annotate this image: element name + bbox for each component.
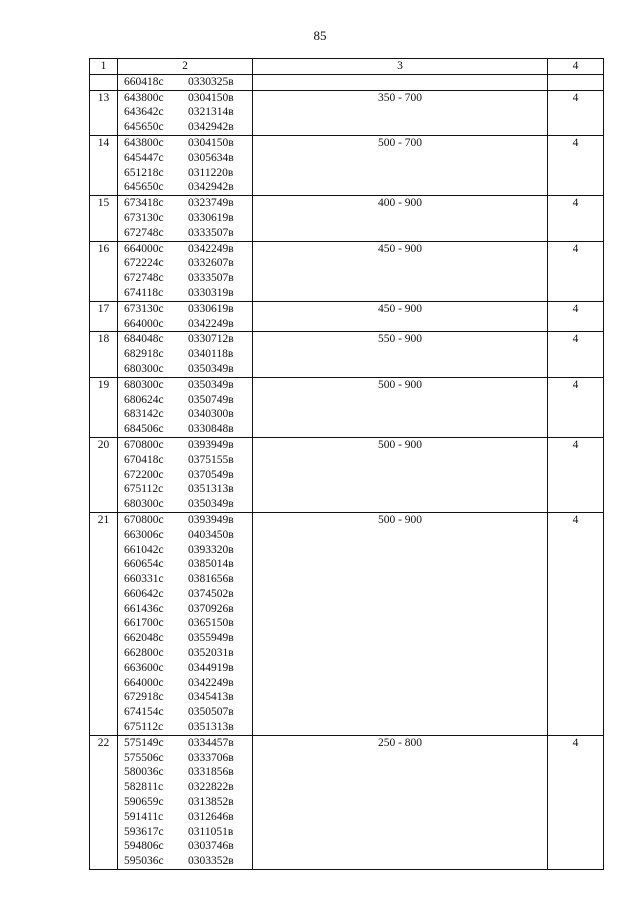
- latitude-code: 575506с: [124, 751, 164, 764]
- longitude-code: 0305634в: [188, 151, 234, 164]
- longitude-code: 0303352в: [188, 855, 234, 868]
- longitude-code: 0304150в: [188, 136, 234, 149]
- coordinate-list: [118, 301, 253, 332]
- coordinate-list: [118, 735, 253, 869]
- longitude-code: 0334457в: [188, 736, 234, 749]
- latitude-code: 595036с: [124, 855, 164, 868]
- latitude-code: 660654с: [124, 558, 164, 571]
- coordinate-list: [118, 135, 253, 195]
- longitude-code: 0313852в: [188, 796, 234, 809]
- latitude-code: 670418с: [124, 453, 164, 466]
- coordinate-pair: [118, 242, 252, 257]
- coordinate-list: [118, 241, 253, 301]
- latitude-code: 670800с: [124, 513, 164, 526]
- coordinate-pair: [118, 196, 252, 211]
- longitude-code: 0365150в: [188, 617, 234, 630]
- latitude-code: 674118с: [124, 286, 164, 299]
- coordinate-pair: [118, 211, 252, 226]
- longitude-code: 0331856в: [188, 766, 234, 779]
- longitude-code: 0393320в: [188, 543, 234, 556]
- longitude-code: 0350349в: [188, 362, 234, 375]
- latitude-code: 673418с: [124, 197, 164, 210]
- longitude-code: 0333706в: [188, 751, 234, 764]
- range-value: 350 - 700: [253, 90, 548, 135]
- coordinate-pair: [118, 690, 252, 705]
- coordinate-list: [118, 90, 253, 135]
- coordinate-pair: [118, 75, 252, 90]
- col4-value: 4: [548, 241, 604, 301]
- table-row: [90, 135, 604, 195]
- latitude-code: 575149с: [124, 736, 164, 749]
- range-value: 450 - 900: [253, 301, 548, 332]
- latitude-code: 593617с: [124, 825, 164, 838]
- range-value: 250 - 800: [253, 735, 548, 869]
- coordinate-pair: [118, 795, 252, 810]
- table-row: [90, 301, 604, 332]
- latitude-code: 683142с: [124, 408, 164, 421]
- row-number: 16: [90, 241, 118, 301]
- longitude-code: 0311220в: [188, 166, 234, 179]
- latitude-code: 663600с: [124, 661, 164, 674]
- table-row: [90, 512, 604, 735]
- latitude-code: 660418с: [124, 75, 164, 88]
- range-value: 500 - 900: [253, 512, 548, 735]
- latitude-code: 672748с: [124, 272, 164, 285]
- coordinate-pair: [118, 422, 252, 437]
- coordinate-pair: [118, 151, 252, 166]
- coordinate-pair: [118, 825, 252, 840]
- longitude-code: 0393949в: [188, 513, 234, 526]
- latitude-code: 645650с: [124, 181, 164, 194]
- coordinate-pair: [118, 854, 252, 869]
- latitude-code: 673130с: [124, 211, 164, 224]
- latitude-code: 645650с: [124, 121, 164, 134]
- coordinate-pair: [118, 271, 252, 286]
- coordinate-list: [118, 437, 253, 512]
- latitude-code: 672200с: [124, 468, 164, 481]
- row-number: 14: [90, 135, 118, 195]
- longitude-code: 0333507в: [188, 272, 234, 285]
- latitude-code: 684048с: [124, 333, 164, 346]
- row-number: 15: [90, 196, 118, 241]
- col4-value: 4: [548, 301, 604, 332]
- coordinate-pair: [118, 302, 252, 317]
- coordinate-pair: [118, 751, 252, 766]
- coordinate-pair: [118, 705, 252, 720]
- longitude-code: 0330848в: [188, 423, 234, 436]
- coordinate-pair: [118, 407, 252, 422]
- latitude-code: 643800с: [124, 136, 164, 149]
- longitude-code: 0311051в: [188, 825, 234, 838]
- row-number: 20: [90, 437, 118, 512]
- coordinate-pair: [118, 557, 252, 572]
- latitude-code: 675112с: [124, 483, 164, 496]
- latitude-code: 662800с: [124, 647, 164, 660]
- latitude-code: 664000с: [124, 676, 164, 689]
- coordinate-pair: [118, 120, 252, 135]
- coordinate-pair: [118, 572, 252, 587]
- coordinate-pair: [118, 528, 252, 543]
- table-row: [90, 437, 604, 512]
- longitude-code: 0330319в: [188, 286, 234, 299]
- table-row: [90, 332, 604, 377]
- latitude-code: 670800с: [124, 438, 164, 451]
- longitude-code: 0351313в: [188, 483, 234, 496]
- coordinate-pair: [118, 646, 252, 661]
- coordinate-list: [118, 332, 253, 377]
- coordinate-pair: [118, 810, 252, 825]
- header-col-3: 3: [253, 59, 548, 75]
- latitude-code: 660331с: [124, 573, 164, 586]
- longitude-code: 0350507в: [188, 706, 234, 719]
- coordinate-pair: [118, 180, 252, 195]
- latitude-code: 672918с: [124, 691, 164, 704]
- latitude-code: 672224с: [124, 257, 164, 270]
- header-col-2: 2: [118, 59, 253, 75]
- range-value: 550 - 900: [253, 332, 548, 377]
- coordinate-pair: [118, 720, 252, 735]
- col4-value: 4: [548, 135, 604, 195]
- coordinate-pair: [118, 661, 252, 676]
- coordinate-list: [118, 512, 253, 735]
- longitude-code: 0342249в: [188, 676, 234, 689]
- col4-value: 4: [548, 512, 604, 735]
- coordinate-pair: [118, 780, 252, 795]
- coordinate-pair: [118, 839, 252, 854]
- col4-value: 4: [548, 90, 604, 135]
- latitude-code: 662048с: [124, 632, 164, 645]
- coordinate-pair: [118, 286, 252, 301]
- longitude-code: 0323749в: [188, 197, 234, 210]
- longitude-code: 0350749в: [188, 393, 234, 406]
- longitude-code: 0330325в: [188, 75, 234, 88]
- coordinate-pair: [118, 543, 252, 558]
- latitude-code: 643800с: [124, 91, 164, 104]
- latitude-code: 663006с: [124, 528, 164, 541]
- longitude-code: 0304150в: [188, 91, 234, 104]
- latitude-code: 651218с: [124, 166, 164, 179]
- col4-value: 4: [548, 377, 604, 437]
- latitude-code: 675112с: [124, 721, 164, 734]
- longitude-code: 0312646в: [188, 810, 234, 823]
- latitude-code: 661700с: [124, 617, 164, 630]
- coordinate-pair: [118, 482, 252, 497]
- row-number: 21: [90, 512, 118, 735]
- latitude-code: 580036с: [124, 766, 164, 779]
- table-row: [90, 377, 604, 437]
- latitude-code: 591411с: [124, 810, 164, 823]
- longitude-code: 0322822в: [188, 781, 234, 794]
- longitude-code: 0345413в: [188, 691, 234, 704]
- longitude-code: 0385014в: [188, 558, 234, 571]
- longitude-code: 0342249в: [188, 242, 234, 255]
- longitude-code: 0340300в: [188, 408, 234, 421]
- row-number: 19: [90, 377, 118, 437]
- coordinate-list: [118, 377, 253, 437]
- longitude-code: 0374502в: [188, 587, 234, 600]
- latitude-code: 590659с: [124, 796, 164, 809]
- coordinate-pair: [118, 631, 252, 646]
- latitude-code: 684506с: [124, 423, 164, 436]
- longitude-code: 0370549в: [188, 468, 234, 481]
- col4-value: 4: [548, 196, 604, 241]
- latitude-code: 682918с: [124, 348, 164, 361]
- latitude-code: 674154с: [124, 706, 164, 719]
- longitude-code: 0350349в: [188, 498, 234, 511]
- longitude-code: 0370926в: [188, 602, 234, 615]
- latitude-code: 680624с: [124, 393, 164, 406]
- range-value: 500 - 900: [253, 437, 548, 512]
- coordinate-pair: [118, 105, 252, 120]
- table-row: [90, 90, 604, 135]
- header-col-4: 4: [548, 59, 604, 75]
- range-value: 450 - 900: [253, 241, 548, 301]
- row-number: [90, 74, 118, 90]
- latitude-code: 673130с: [124, 302, 164, 315]
- coordinate-pair: [118, 676, 252, 691]
- col4-value: [548, 74, 604, 90]
- longitude-code: 0355949в: [188, 632, 234, 645]
- coordinates-table: [89, 58, 604, 870]
- longitude-code: 0332607в: [188, 257, 234, 270]
- longitude-code: 0321314в: [188, 106, 234, 119]
- coordinate-pair: [118, 347, 252, 362]
- range-value: 400 - 900: [253, 196, 548, 241]
- coordinate-pair: [118, 378, 252, 393]
- longitude-code: 0342249в: [188, 317, 234, 330]
- coordinate-pair: [118, 362, 252, 377]
- coordinate-pair: [118, 587, 252, 602]
- longitude-code: 0330619в: [188, 302, 234, 315]
- row-number: 17: [90, 301, 118, 332]
- latitude-code: 680300с: [124, 498, 164, 511]
- coordinate-pair: [118, 91, 252, 106]
- latitude-code: 594806с: [124, 840, 164, 853]
- table-row: [90, 196, 604, 241]
- longitude-code: 0393949в: [188, 438, 234, 451]
- longitude-code: 0344919в: [188, 661, 234, 674]
- table-row: [90, 74, 604, 90]
- range-value: 500 - 700: [253, 135, 548, 195]
- coordinate-pair: [118, 393, 252, 408]
- coordinate-pair: [118, 438, 252, 453]
- page-number: 85: [313, 28, 327, 43]
- latitude-code: 680300с: [124, 362, 164, 375]
- latitude-code: 660642с: [124, 587, 164, 600]
- latitude-code: 664000с: [124, 317, 164, 330]
- row-number: 13: [90, 90, 118, 135]
- coordinate-pair: [118, 765, 252, 780]
- range-value: 500 - 900: [253, 377, 548, 437]
- col4-value: 4: [548, 735, 604, 869]
- table-body: [90, 74, 604, 869]
- coordinate-pair: [118, 317, 252, 332]
- header-col-1: 1: [90, 59, 118, 75]
- longitude-code: 0350349в: [188, 378, 234, 391]
- coordinate-pair: [118, 513, 252, 528]
- row-number: 18: [90, 332, 118, 377]
- latitude-code: 661436с: [124, 602, 164, 615]
- table-row: [90, 735, 604, 869]
- longitude-code: 0352031в: [188, 647, 234, 660]
- longitude-code: 0351313в: [188, 721, 234, 734]
- longitude-code: 0342942в: [188, 181, 234, 194]
- longitude-code: 0333507в: [188, 226, 234, 239]
- coordinate-list: [118, 196, 253, 241]
- row-number: 22: [90, 735, 118, 869]
- coordinate-pair: [118, 468, 252, 483]
- coordinate-pair: [118, 166, 252, 181]
- range-value: [253, 74, 548, 90]
- coordinate-pair: [118, 332, 252, 347]
- longitude-code: 0303746в: [188, 840, 234, 853]
- longitude-code: 0375155в: [188, 453, 234, 466]
- latitude-code: 582811с: [124, 781, 164, 794]
- coordinate-pair: [118, 602, 252, 617]
- coordinate-pair: [118, 616, 252, 631]
- coordinate-list: [118, 74, 253, 90]
- longitude-code: 0403450в: [188, 528, 234, 541]
- longitude-code: 0330619в: [188, 211, 234, 224]
- latitude-code: 672748с: [124, 226, 164, 239]
- longitude-code: 0330712в: [188, 333, 234, 346]
- latitude-code: 664000с: [124, 242, 164, 255]
- latitude-code: 643642с: [124, 106, 164, 119]
- coordinate-pair: [118, 256, 252, 271]
- col4-value: 4: [548, 437, 604, 512]
- latitude-code: 680300с: [124, 378, 164, 391]
- longitude-code: 0381656в: [188, 573, 234, 586]
- table-row: [90, 241, 604, 301]
- coordinate-pair: [118, 736, 252, 751]
- latitude-code: 661042с: [124, 543, 164, 556]
- table-header: [90, 59, 604, 75]
- latitude-code: 645447с: [124, 151, 164, 164]
- col4-value: 4: [548, 332, 604, 377]
- longitude-code: 0342942в: [188, 121, 234, 134]
- coordinate-pair: [118, 497, 252, 512]
- coordinate-pair: [118, 136, 252, 151]
- coordinate-pair: [118, 226, 252, 241]
- coordinate-pair: [118, 453, 252, 468]
- longitude-code: 0340118в: [188, 348, 234, 361]
